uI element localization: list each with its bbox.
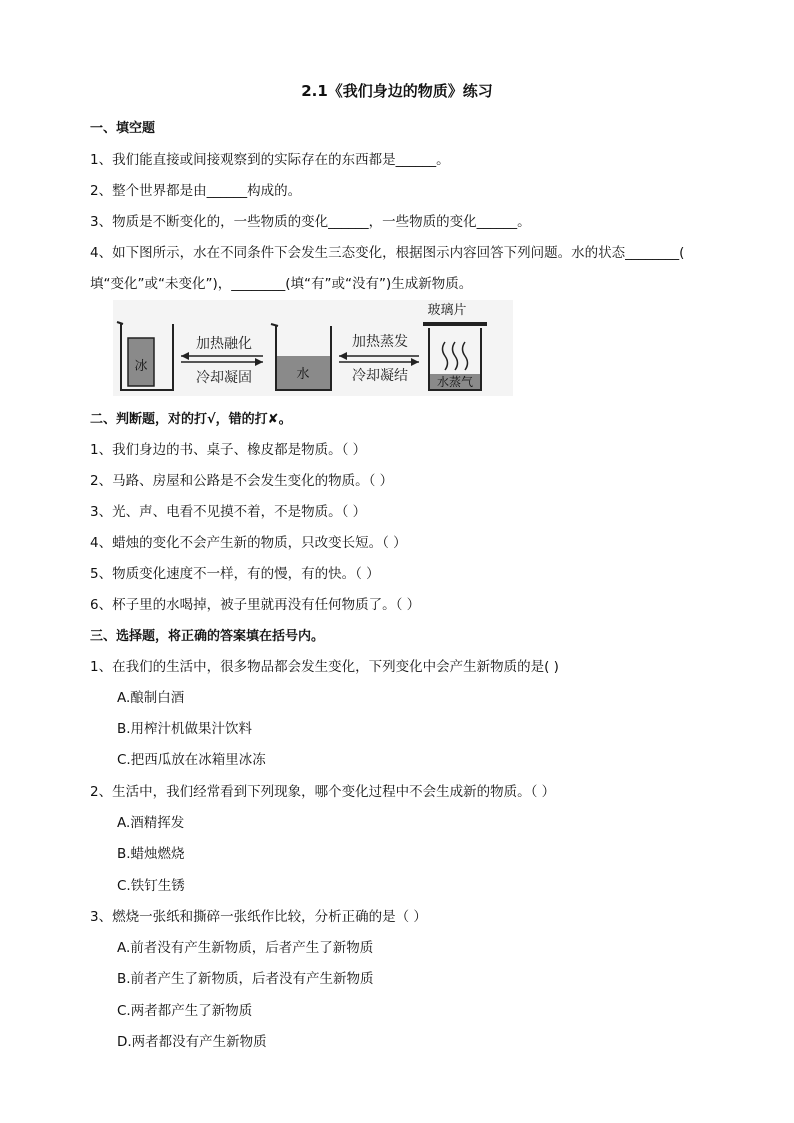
water-label: 水: [296, 367, 310, 382]
heat-melt-label: 加热融化: [196, 336, 252, 352]
choice-2-option-c: C.铁钉生锈: [117, 878, 185, 894]
heat-evaporate-label: 加热蒸发: [352, 334, 408, 350]
choice-1-option-c: C.把西瓜放在冰箱里冰冻: [117, 752, 266, 768]
choice-question-3: 3、燃烧一张纸和撕碎一张纸作比较，分析正确的是（ ）: [90, 909, 427, 925]
fill-question-4-line1: 4、如下图所示，水在不同条件下会发生三态变化，根据图示内容回答下列问题。水的状态________(: [90, 245, 685, 261]
section3-heading: 三、选择题，将正确的答案填在括号内。: [90, 629, 325, 644]
fill-question-4-line2: 填“变化”或“未变化”)，________(填“有”或“没有”)生成新物质。: [90, 276, 473, 292]
judge-item-1: 1、我们身边的书、桌子、橡皮都是物质。（ ）: [90, 442, 367, 458]
choice-3-option-d: D.两者都没有产生新物质: [117, 1034, 267, 1050]
fill-question-2: 2、整个世界都是由______构成的。: [90, 183, 302, 199]
choice-1-option-a: A.酿制白酒: [117, 690, 185, 706]
glass-plate-label: 玻璃片: [427, 303, 467, 318]
section1-heading: 一、填空题: [90, 121, 156, 136]
page-title: 2.1《我们身边的物质》练习: [301, 82, 493, 100]
choice-2-option-b: B.蜡烛燃烧: [117, 846, 185, 862]
section2-heading: 二、判断题，对的打√，错的打✘。: [90, 412, 292, 427]
ice-label: 冰: [134, 359, 148, 374]
choice-question-1: 1、在我们的生活中，很多物品都会发生变化，下列变化中会产生新物质的是( ): [90, 659, 559, 675]
cool-condense-label: 冷却凝结: [352, 368, 408, 384]
cool-solidify-label: 冷却凝固: [196, 370, 252, 386]
judge-item-4: 4、蜡烛的变化不会产生新的物质，只改变长短。（ ）: [90, 535, 407, 551]
fill-question-3: 3、物质是不断变化的，一些物质的变化______，一些物质的变化______。: [90, 214, 531, 230]
choice-question-2: 2、生活中，我们经常看到下列现象，哪个变化过程中不会生成新的物质。（ ）: [90, 784, 556, 800]
judge-item-6: 6、杯子里的水喝掉，被子里就再没有任何物质了。（ ）: [90, 597, 421, 613]
choice-3-option-c: C.两者都产生了新物质: [117, 1003, 253, 1019]
judge-item-3: 3、光、声、电看不见摸不着，不是物质。（ ）: [90, 504, 367, 520]
choice-2-option-a: A.酒精挥发: [117, 815, 185, 831]
choice-3-option-a: A.前者没有产生新物质，后者产生了新物质: [117, 940, 374, 956]
fill-question-1: 1、我们能直接或间接观察到的实际存在的东西都是______。: [90, 152, 450, 168]
choice-1-option-b: B.用榨汁机做果汁饮料: [117, 721, 253, 737]
judge-item-5: 5、物质变化速度不一样，有的慢，有的快。（ ）: [90, 566, 380, 582]
water-states-figure: [113, 300, 513, 396]
judge-item-2: 2、马路、房屋和公路是不会发生变化的物质。（ ）: [90, 473, 394, 489]
vapor-label: 水蒸气: [436, 375, 474, 389]
choice-3-option-b: B.前者产生了新物质，后者没有产生新物质: [117, 971, 374, 987]
